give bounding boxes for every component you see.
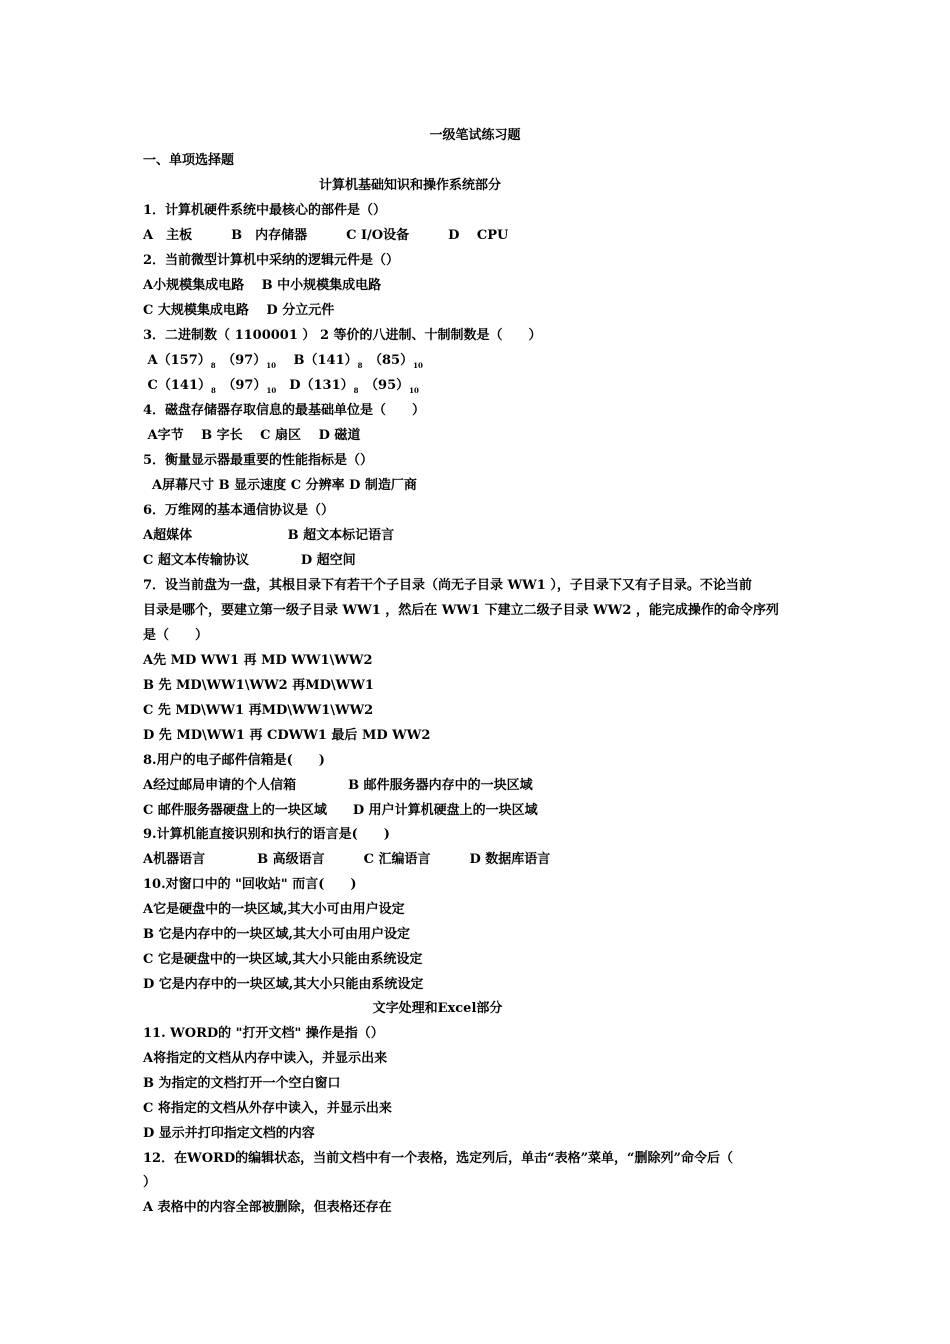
question-11: 11. WORD的 "打开文档" 操作是指（） [143, 1026, 384, 1041]
question-8-options-b: C 邮件服务器硬盘上的一块区域 D 用户计算机硬盘上的一块区域 [143, 803, 538, 818]
part-heading: 计算机基础知识和操作系统部分 [318, 178, 501, 193]
question-7-option-a: A先 MD WW1 再 MD WW1\WW2 [143, 653, 373, 668]
question-10-option-b: B 它是内存中的一块区域,其大小可由用户设定 [143, 927, 411, 942]
question-2-options-b: C 大规模集成电路 D 分立元件 [143, 303, 335, 318]
question-1: 1．计算机硬件系统中最核心的部件是（） [143, 203, 387, 218]
question-4-options: A字节 B 字长 C 扇区 D 磁道 [143, 428, 361, 443]
question-7-option-b: B 先 MD\WW1\WW2 再MD\WW1 [143, 678, 374, 693]
question-11-option-a: A将指定的文档从内存中读入，并显示出来 [143, 1051, 388, 1066]
question-2-options-a: A小规模集成电路 B 中小规模集成电路 [143, 278, 382, 293]
question-3-options-a: $A(157)_8$ $(97)_{10}$ $B(141)_8$ $(85)_{10}$ [143, 353, 423, 370]
question-12-line-1: 12．在WORD的编辑状态，当前文档中有一个表格，选定列后，单击“表格”菜单，“删除列”命令后（ [143, 1151, 734, 1166]
question-10-option-a: A它是硬盘中的一块区域,其大小可由用户设定 [143, 902, 405, 917]
question-10-option-c: C 它是硬盘中的一块区域,其大小只能由系统设定 [143, 952, 423, 967]
question-9: 9.计算机能直接识别和执行的语言是( ) [143, 827, 390, 842]
question-7-line-2: 目录是哪个，要建立第一级子目录 WW1 ，然后在 WW1 下建立二级子目录 WW2 ，能完成操作的命令序列 [143, 603, 779, 618]
question-8-options-a: A经过邮局申请的个人信箱 B 邮件服务器内存中的一块区域 [143, 778, 533, 793]
question-12-line-2: ） [143, 1175, 157, 1190]
question-4: 4．磁盘存储器存取信息的最基础单位是（ ） [143, 403, 426, 418]
section-heading: 一、单项选择题 [143, 153, 235, 168]
question-12-option-a: A 表格中的内容全部被删除，但表格还存在 [143, 1200, 392, 1215]
question-11-option-c: C 将指定的文档从外存中读入，并显示出来 [143, 1101, 392, 1116]
doc-title: 一级笔试练习题 [429, 128, 521, 143]
question-7-option-d: D 先 MD\WW1 再 CDWW1 最后 MD WW2 [143, 728, 431, 743]
question-6-options-a: A超媒体 B 超文本标记语言 [143, 528, 395, 543]
question-5-options: A屏幕尺寸 B 显示速度 C 分辨率 D 制造厂商 [143, 478, 417, 493]
question-5: 5．衡量显示器最重要的性能指标是（） [143, 453, 374, 468]
question-9-options: A机器语言 B 高级语言 C 汇编语言 D 数据库语言 [143, 852, 551, 867]
question-11-option-b: B 为指定的文档打开一个空白窗口 [143, 1076, 341, 1091]
question-2: 2．当前微型计算机中采纳的逻辑元件是（） [143, 253, 400, 268]
question-10-option-d: D 它是内存中的一块区域,其大小只能由系统设定 [143, 977, 424, 992]
question-10: 10.对窗口中的 "回收站" 而言( ) [143, 877, 357, 892]
question-8: 8.用户的电子邮件信箱是( ) [143, 753, 325, 768]
question-7-line-3: 是（ ） [143, 628, 209, 643]
question-3: 3．二进制数（ 1100001 ） 2 等价的八进制、十制制数是（ ） [143, 328, 542, 343]
question-7-line-1: 7．设当前盘为一盘，其根目录下有若干个子目录（尚无子目录 WW1 ），子目录下又有子目录。不论当前 [143, 578, 752, 593]
question-7-option-c: C 先 MD\WW1 再MD\WW1\WW2 [143, 703, 374, 718]
question-11-option-d: D 显示并打印指定文档的内容 [143, 1126, 315, 1141]
question-3-options-b: $C(141)_8$ $(97)_{10}$ $D(131)_8$ $(95)_{10}$ [143, 378, 419, 395]
question-6-options-b: C 超文本传输协议 D 超空间 [143, 553, 356, 568]
part-heading-2: 文字处理和Excel部分 [372, 1001, 503, 1016]
question-6: 6．万维网的基本通信协议是（） [143, 503, 335, 518]
question-1-options: A 主板 B 内存储器 C I/O设备 D CPU [143, 228, 509, 243]
